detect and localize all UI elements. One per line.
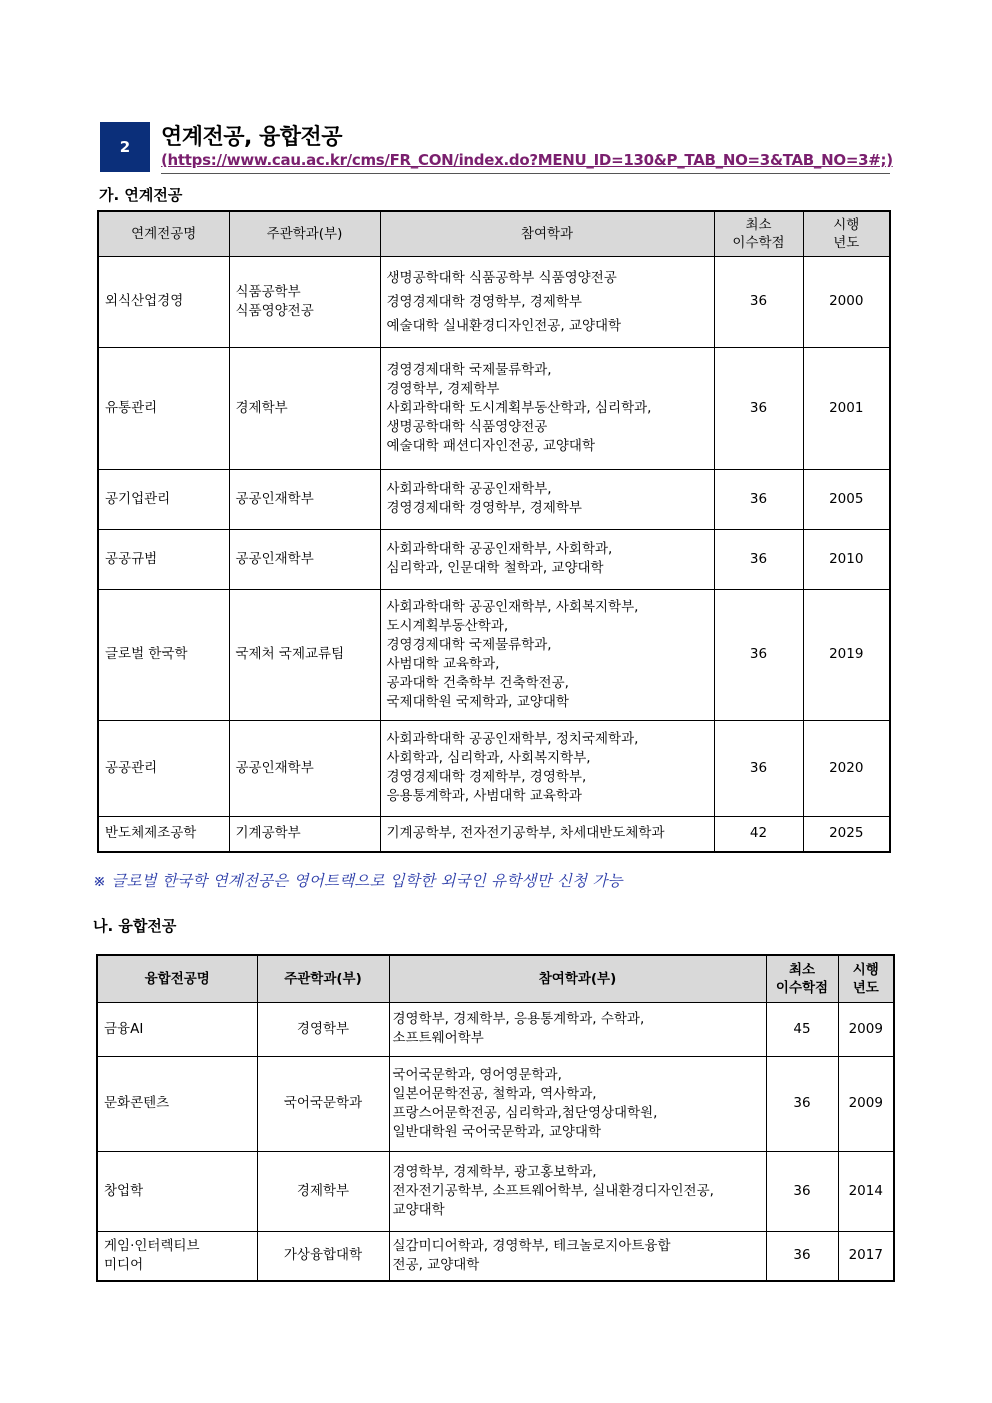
host-dept-cell: 경영학부 (257, 1002, 389, 1056)
min-credits-cell: 36 (766, 1151, 838, 1231)
col-header-participants: 참여학과(부) (389, 955, 766, 1002)
participant-depts-cell: 실감미디어학과, 경영학부, 테크놀로지아트융합 전공, 교양대학 (389, 1231, 766, 1281)
major-name-cell: 글로벌 한국학 (98, 589, 229, 720)
min-credits-cell: 42 (714, 816, 803, 852)
col-header-credits: 최소 이수학점 (714, 211, 803, 256)
col-header-host: 주관학과(부) (229, 211, 380, 256)
major-name-cell: 창업학 (97, 1151, 257, 1231)
start-year-cell: 2010 (803, 529, 890, 589)
host-dept-cell: 경제학부 (257, 1151, 389, 1231)
min-credits-cell: 36 (714, 469, 803, 529)
start-year-cell: 2000 (803, 256, 890, 347)
participant-depts-cell: 기계공학부, 전자전기공학부, 차세대반도체학과 (380, 816, 714, 852)
table-header-row (98, 211, 890, 256)
col-header-year: 시행 년도 (803, 211, 890, 256)
participant-depts-cell: 사회과학대학 공공인재학부, 사회학과, 심리학과, 인문대학 철학과, 교양대학 (380, 529, 714, 589)
min-credits-cell: 36 (766, 1231, 838, 1281)
table-row (97, 1056, 894, 1151)
start-year-cell: 2009 (838, 1002, 894, 1056)
participant-depts-cell: 생명공학대학 식품공학부 식품영양전공 경영경제대학 경영학부, 경제학부 예술대학 실내환경디자인전공, 교양대학 (380, 256, 714, 347)
start-year-cell: 2001 (803, 347, 890, 469)
fusion-major-table (96, 954, 895, 1282)
col-header-participants: 참여학과 (380, 211, 714, 256)
table-header-row (97, 955, 894, 1002)
start-year-cell: 2005 (803, 469, 890, 529)
participant-depts-cell: 경영학부, 경제학부, 광고홍보학과, 전자전기공학부, 소프트웨어학부, 실내환경디자인전공, 교양대학 (389, 1151, 766, 1231)
col-header-credits: 최소 이수학점 (766, 955, 838, 1002)
linked-major-heading: 가. 연계전공 (99, 186, 183, 204)
header-divider (161, 173, 890, 174)
min-credits-cell: 45 (766, 1002, 838, 1056)
start-year-cell: 2020 (803, 720, 890, 816)
participant-depts-cell: 경영학부, 경제학부, 응용통계학과, 수학과, 소프트웨어학부 (389, 1002, 766, 1056)
table-row (98, 347, 890, 469)
host-dept-cell: 경제학부 (229, 347, 380, 469)
host-dept-cell: 국어국문학과 (257, 1056, 389, 1151)
major-name-cell: 유통관리 (98, 347, 229, 469)
major-name-cell: 외식산업경영 (98, 256, 229, 347)
fusion-major-heading: 나. 융합전공 (93, 917, 177, 935)
min-credits-cell: 36 (766, 1056, 838, 1151)
participant-depts-cell: 경영경제대학 국제물류학과, 경영학부, 경제학부 사회과학대학 도시계획부동산학과, 심리학과, 생명공학대학 식품영양전공 예술대학 패션디자인전공, 교양대학 (380, 347, 714, 469)
min-credits-cell: 36 (714, 720, 803, 816)
host-dept-cell: 가상융합대학 (257, 1231, 389, 1281)
section-title: 연계전공, 융합전공 (161, 125, 343, 150)
major-name-cell: 공기업관리 (98, 469, 229, 529)
section-number-badge: 2 (100, 122, 150, 172)
section-url-link[interactable]: (https://www.cau.ac.kr/cms/FR_CON/index.do?MENU_ID=130&P_TAB_NO=3&TAB_NO=3#;) (161, 151, 893, 169)
min-credits-cell: 36 (714, 256, 803, 347)
table-row (98, 816, 890, 852)
host-dept-cell: 공공인재학부 (229, 720, 380, 816)
major-name-cell: 문화콘텐츠 (97, 1056, 257, 1151)
table-row (98, 589, 890, 720)
table-row (97, 1151, 894, 1231)
col-header-name: 융합전공명 (97, 955, 257, 1002)
participant-depts-cell: 사회과학대학 공공인재학부, 정치국제학과, 사회학과, 심리학과, 사회복지학부, 경영경제대학 경제학부, 경영학부, 응용통계학과, 사범대학 교육학과 (380, 720, 714, 816)
table-row (98, 256, 890, 347)
major-name-cell: 게임·인터렉티브 미디어 (97, 1231, 257, 1281)
linked-major-table (97, 210, 891, 853)
section-header (100, 118, 893, 174)
min-credits-cell: 36 (714, 589, 803, 720)
host-dept-cell: 공공인재학부 (229, 469, 380, 529)
host-dept-cell: 국제처 국제교류팀 (229, 589, 380, 720)
table-row (97, 1002, 894, 1056)
start-year-cell: 2014 (838, 1151, 894, 1231)
linked-major-note: ※ 글로벌 한국학 연계전공은 영어트랙으로 입학한 외국인 유학생만 신청 가능 (93, 872, 623, 890)
major-name-cell: 공공관리 (98, 720, 229, 816)
table-row (98, 529, 890, 589)
table-row (98, 720, 890, 816)
host-dept-cell: 기계공학부 (229, 816, 380, 852)
min-credits-cell: 36 (714, 347, 803, 469)
host-dept-cell: 공공인재학부 (229, 529, 380, 589)
start-year-cell: 2025 (803, 816, 890, 852)
col-header-year: 시행 년도 (838, 955, 894, 1002)
major-name-cell: 금융AI (97, 1002, 257, 1056)
start-year-cell: 2019 (803, 589, 890, 720)
table-row (98, 469, 890, 529)
major-name-cell: 공공규범 (98, 529, 229, 589)
start-year-cell: 2009 (838, 1056, 894, 1151)
table-row (97, 1231, 894, 1281)
col-header-name: 연계전공명 (98, 211, 229, 256)
host-dept-cell: 식품공학부 식품영양전공 (229, 256, 380, 347)
min-credits-cell: 36 (714, 529, 803, 589)
col-header-host: 주관학과(부) (257, 955, 389, 1002)
start-year-cell: 2017 (838, 1231, 894, 1281)
participant-depts-cell: 국어국문학과, 영어영문학과, 일본어문학전공, 철학과, 역사학과, 프랑스어문학전공, 심리학과,첨단영상대학원, 일반대학원 국어국문학과, 교양대학 (389, 1056, 766, 1151)
participant-depts-cell: 사회과학대학 공공인재학부, 사회복지학부, 도시계획부동산학과, 경영경제대학 국제물류학과, 사범대학 교육학과, 공과대학 건축학부 건축학전공, 국제대학원 국제학과, 교양대학 (380, 589, 714, 720)
major-name-cell: 반도체제조공학 (98, 816, 229, 852)
participant-depts-cell: 사회과학대학 공공인재학부, 경영경제대학 경영학부, 경제학부 (380, 469, 714, 529)
